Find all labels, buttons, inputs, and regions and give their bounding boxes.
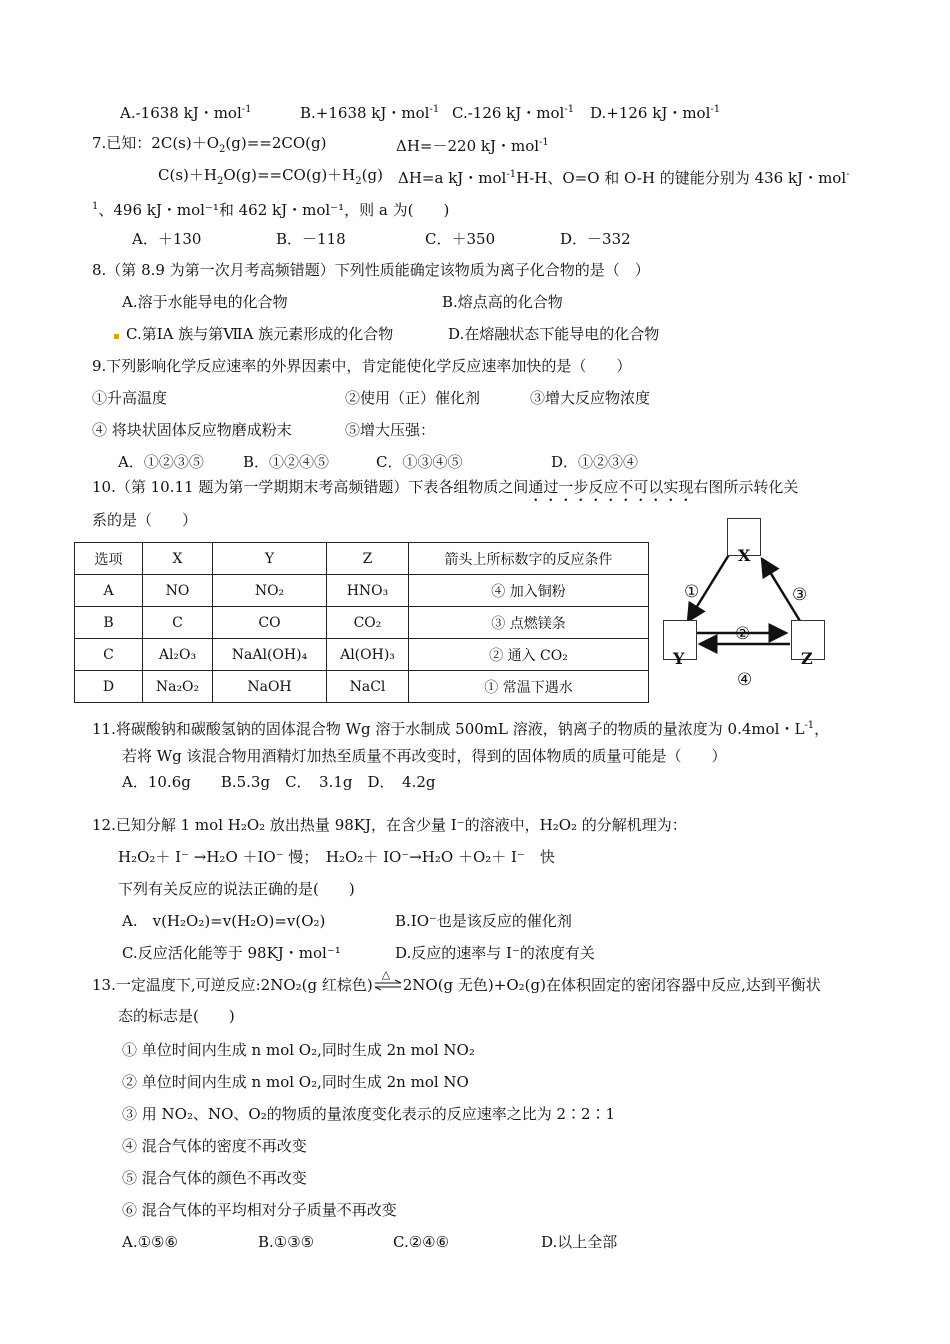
table-cell: Na₂O₂ [143, 671, 213, 703]
q8-option-c: C.第ⅠA 族与第ⅦA 族元素形成的化合物 [126, 325, 394, 343]
arrow-label-1: ① [684, 582, 700, 602]
q8-option-d: D.在熔融状态下能导电的化合物 [448, 325, 660, 343]
q12-option-b: B.IO⁻也是该反应的催化剂 [395, 912, 572, 930]
table-cell: NO [143, 575, 213, 607]
q13-item-5: ⑤ 混合气体的颜色不再改变 [122, 1169, 307, 1187]
q12-option-d: D.反应的速率与 I⁻的浓度有关 [395, 944, 595, 962]
q13-item-6: ⑥ 混合气体的平均相对分子质量不再改变 [122, 1201, 397, 1219]
q9-item-2: ②使用（正）催化剂 [345, 389, 481, 407]
q9-option-d: D．①②③④ [551, 453, 639, 471]
marker-dot [114, 334, 119, 339]
q13-option-c: C.②④⑥ [393, 1233, 450, 1251]
q10-stem-line2: 系的是（ ） [92, 511, 198, 529]
q13-stem: 13.一定温度下,可逆反应:2NO₂(g 红棕色) △ 2NO(g 无色)+O₂(g)在体积固定的密闭容器中反应,达到平衡状 [92, 968, 821, 994]
table-row [75, 639, 649, 671]
q9-item-5: ⑤增大压强： [345, 421, 436, 439]
q6-option-a: A.-1638 kJ・mol$^{-1}$ [120, 104, 252, 122]
q7-line2-dh: ΔH=a kJ・mol$^{-1}$H-H、O=O 和 O-H 的键能分别为 436 kJ・mol- [398, 169, 850, 187]
table-cell: NO₂ [213, 575, 327, 607]
q8-option-a: A.溶于水能导电的化合物 [122, 293, 288, 311]
q12-mechanism: H₂O₂＋ I⁻ →H₂O ＋IO⁻ 慢； H₂O₂＋ IO⁻→H₂O ＋O₂＋ I⁻ 快 [118, 848, 555, 866]
q13-stem-line2: 态的标志是( ) [118, 1007, 235, 1025]
table-header: 箭头上所标数字的反应条件 [409, 543, 649, 575]
table-cell: Al(OH)₃ [327, 639, 409, 671]
q7-line2: $C(s)+H_2O(g)==CO(g)+H_2(g)$ [158, 166, 383, 187]
q8-stem: 8.（第 8.9 为第一次月考高频错题）下列性质能确定该物质为离子化合物的是（ ） [92, 261, 650, 279]
table-cell: D [75, 671, 143, 703]
table-cell: C [143, 607, 213, 639]
table-header: Y [213, 543, 327, 575]
table-cell: ③ 点燃镁条 [409, 607, 649, 639]
q11-line1: 11.将碳酸钠和碳酸氢钠的固体混合物 Wg 溶于水制成 500mL 溶液，钠离子的物质的量浓度为 0.4mol・$L^{-1}$， [92, 720, 830, 738]
q6-option-c: C.-126 kJ・mol$^{-1}$ [452, 104, 575, 122]
q13-item-3: ③ 用 NO₂、NO、O₂的物质的量浓度变化表示的反应速率之比为 2∶2∶1 [122, 1105, 616, 1123]
q12-stem: 12.已知分解 1 mol H₂O₂ 放出热量 98KJ，在含少量 I⁻的溶液中，H₂O₂ 的分解机理为： [92, 816, 687, 834]
table-header-row [75, 543, 649, 575]
table-cell: A [75, 575, 143, 607]
table-row [75, 671, 649, 703]
q10-stem: 10.（第 10.11 题为第一学期期末考高频错题）下表各组物质之间通过一步反应不可以实现右图所示转化关 [92, 478, 799, 496]
table-cell: CO₂ [327, 607, 409, 639]
table-row [75, 575, 649, 607]
q9-option-a: A．①②③⑤ [118, 453, 204, 471]
q7-option-a: A．＋130 [132, 230, 202, 248]
q8-option-b: B.熔点高的化合物 [442, 293, 563, 311]
q9-item-3: ③增大反应物浓度 [530, 389, 651, 407]
table-cell: ① 常温下遇水 [409, 671, 649, 703]
q13-item-2: ② 单位时间内生成 n mol O₂,同时生成 2n mol NO [122, 1073, 469, 1091]
arrow-label-4: ④ [737, 670, 753, 690]
q13-option-b: B.①③⑤ [258, 1233, 315, 1251]
table-cell: Al₂O₃ [143, 639, 213, 671]
table-cell: CO [213, 607, 327, 639]
arrow-label-3: ③ [792, 585, 808, 605]
q11-options: A．10.6g B.5.3g C． 3.1g D． 4.2g [122, 773, 436, 791]
q7-line1: 7.已知：$2C(s)+O_2(g)==2CO(g)$ [92, 134, 327, 155]
table-cell: NaAl(OH)₄ [213, 639, 327, 671]
q7-option-c: C．＋350 [425, 230, 496, 248]
node-label-x: X [738, 546, 751, 565]
node-label-y: Y [673, 649, 685, 668]
q9-item-4: ④ 将块状固体反应物磨成粉末 [92, 421, 292, 439]
table-cell: ② 通入 CO₂ [409, 639, 649, 671]
q9-item-1: ①升高温度 [92, 389, 168, 407]
q7-option-b: B．－118 [276, 230, 346, 248]
q13-option-a: A.①⑤⑥ [122, 1233, 178, 1251]
q11-line2: 若将 Wg 该混合物用酒精灯加热至质量不再改变时，得到的固体物质的质量可能是（ ） [122, 747, 727, 765]
q7-option-d: D．－332 [560, 230, 631, 248]
q10-options-table [74, 542, 649, 703]
q7-line1-dh: ΔH=－220 kJ・mol$^{-1}$ [396, 137, 549, 155]
q6-option-d: D.+126 kJ・mol$^{-1}$ [590, 104, 721, 122]
table-header: Z [327, 543, 409, 575]
table-cell: NaCl [327, 671, 409, 703]
node-label-z: Z [801, 649, 813, 668]
q9-option-c: C．①③④⑤ [376, 453, 463, 471]
table-header: X [143, 543, 213, 575]
q13-item-1: ① 单位时间内生成 n mol O₂,同时生成 2n mol NO₂ [122, 1041, 475, 1059]
arrow-label-2: ② [735, 624, 751, 644]
q9-option-b: B．①②④⑤ [243, 453, 330, 471]
table-header: 选项 [75, 543, 143, 575]
q12-option-a: A. v(H₂O₂)=v(H₂O)=v(O₂) [122, 912, 326, 930]
q6-option-b: B.+1638 kJ・mol$^{-1}$ [300, 104, 440, 122]
q12-question: 下列有关反应的说法正确的是( ) [118, 880, 355, 898]
table-cell: C [75, 639, 143, 671]
table-cell: ④ 加入铜粉 [409, 575, 649, 607]
table-cell: NaOH [213, 671, 327, 703]
equilibrium-arrow-icon: △ [373, 975, 403, 995]
q13-option-d: D.以上全部 [541, 1233, 618, 1251]
q7-line3: $^1$、496 kJ・mol⁻¹和 462 kJ・mol⁻¹，则 a 为( ) [92, 201, 450, 219]
table-row [75, 607, 649, 639]
q12-option-c: C.反应活化能等于 98KJ・mol⁻¹ [122, 944, 341, 962]
q13-item-4: ④ 混合气体的密度不再改变 [122, 1137, 307, 1155]
q9-stem: 9.下列影响化学反应速率的外界因素中，肯定能使化学反应速率加快的是（ ） [92, 357, 632, 375]
table-cell: HNO₃ [327, 575, 409, 607]
table-cell: B [75, 607, 143, 639]
